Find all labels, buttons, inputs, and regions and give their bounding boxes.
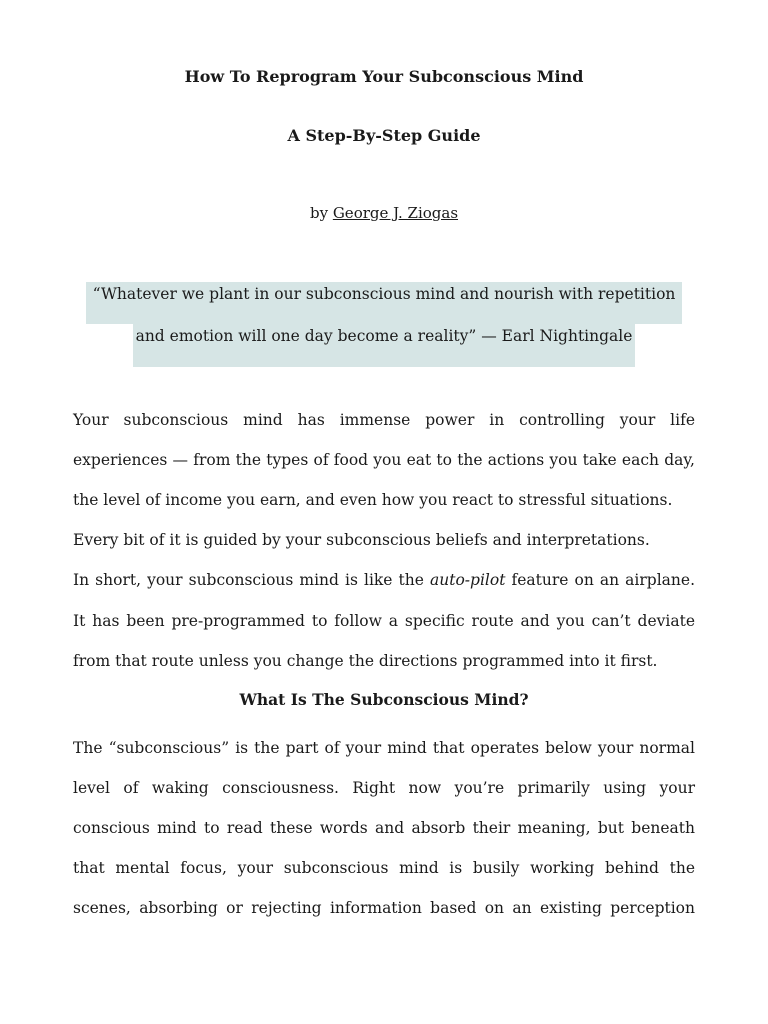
- quote-text-2: and emotion will one day become a reality” — Earl Nightingale: [133, 324, 635, 367]
- paragraph-2-text: feature on an airplane.: [505, 571, 695, 589]
- paragraph-2-text: In short, your subconscious mind is like the: [73, 571, 431, 589]
- section-heading: What Is The Subconscious Mind?: [239, 690, 529, 709]
- paragraph-3-line: The “subconscious” is the part of your mind that operates below your normal: [73, 739, 695, 757]
- paragraph-1-line: the level of income you earn, and even how you react to stressful situations.: [73, 491, 673, 509]
- quote-text-1: “Whatever we plant in our subconscious mind and nourish with repetition: [86, 282, 682, 324]
- paragraph-3-line: scenes, absorbing or rejecting information based on an existing perception: [73, 899, 695, 917]
- paragraph-2-line: It has been pre-programmed to follow a specific route and you can’t deviate: [73, 612, 695, 630]
- paragraph-1-line: experiences — from the types of food you eat to the actions you take each day,: [73, 451, 695, 469]
- byline-prefix: by: [309, 204, 333, 222]
- auto-pilot-emphasis: auto-pilot: [430, 571, 506, 589]
- quote-line-2: [0, 324, 768, 367]
- document-title: How To Reprogram Your Subconscious Mind: [184, 67, 584, 86]
- paragraph-1-line: Your subconscious mind has immense power in controlling your life: [73, 411, 695, 429]
- byline: [0, 204, 768, 222]
- paragraph-2-line: [73, 570, 695, 590]
- paragraph-3-line: that mental focus, your subconscious mind is busily working behind the: [73, 859, 695, 877]
- paragraph-3-line: conscious mind to read these words and absorb their meaning, but beneath: [73, 819, 695, 837]
- paragraph-3-line: level of waking consciousness. Right now you’re primarily using your: [73, 779, 695, 797]
- quote-line-1: [0, 282, 768, 324]
- paragraph-1-line: Every bit of it is guided by your subconscious beliefs and interpretations.: [73, 531, 650, 549]
- author-link[interactable]: George J. Ziogas: [332, 204, 459, 222]
- document-subtitle: A Step-By-Step Guide: [287, 126, 481, 145]
- paragraph-2-line: from that route unless you change the directions programmed into it first.: [73, 652, 658, 670]
